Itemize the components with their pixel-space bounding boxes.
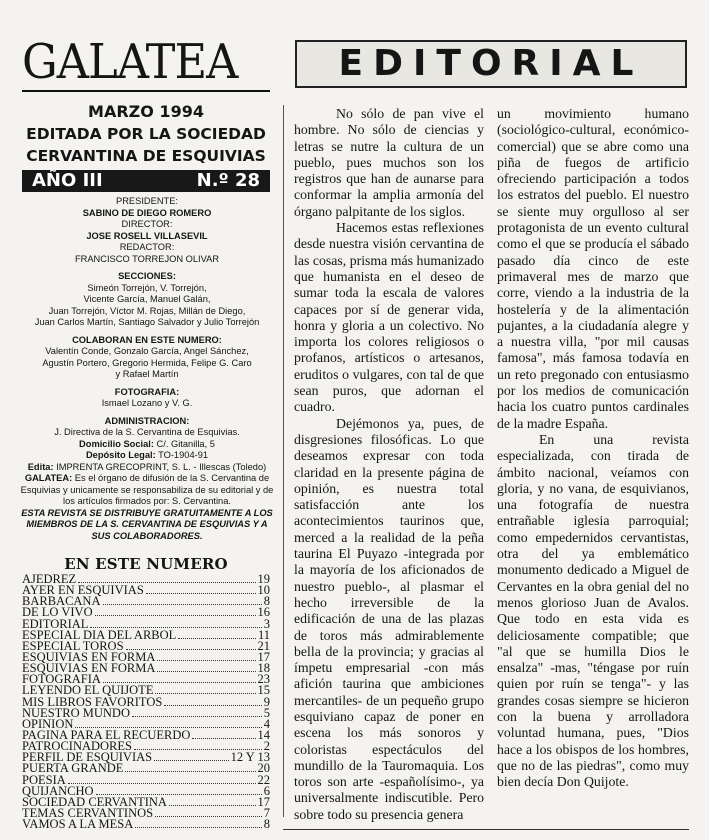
distribution-notice: ESTA REVISTA SE DISTRIBUYE GRATUITAMENTE A LOS MIEMBROS DE LA S. CERVANTINA DE ESQUIVIAS Y A SUS COLABORADORES. [21,507,273,541]
toc-item-page: 8 [263,596,270,608]
colaboran-label: COLABORAN EN ESTE NUMERO: [72,334,222,345]
issue-date: MARZO 1994 [88,102,204,121]
administracion-text: J. Directiva de la S. Cervantina de Esquivias. [54,427,240,437]
toc-item [22,775,270,786]
toc-item [22,619,270,630]
toc-item-title: QUIJANCHO [22,785,94,797]
deposito-label: Depósito Legal: [85,450,156,460]
issue-publisher-line2: CERVANTINA DE ESQUIVIAS [26,147,266,165]
toc-heading: EN ESTE NUMERO [64,555,228,573]
bottom-rule [283,829,689,830]
toc-item [22,752,270,763]
presidente-name: SABINO DE DIEGO ROMERO [82,207,212,218]
toc-item-page: 17 [257,796,270,808]
secciones-line: Juan Torrejón, Víctor M. Rojas, Millán de Diego, [48,305,246,316]
toc-item [22,808,270,819]
toc-item [22,819,270,830]
colaboran-line: Agustín Portero, Gregorio Hermida, Felipe G. Caro [42,357,252,368]
toc-leader [178,638,256,639]
toc-item-title: DE LO VIVO [22,607,93,619]
toc-item [22,730,270,741]
toc-leader [146,593,256,594]
toc-leader [164,705,261,706]
issue-bar [22,170,270,192]
toc-item-page: 16 [257,607,270,619]
toc-item [22,674,270,685]
toc-leader [75,727,261,728]
toc-item [22,630,270,641]
toc-list [22,574,270,830]
toc-item [22,697,270,708]
toc-leader [192,738,255,739]
edita-text: IMPRENTA GRECOPRINT, S. L. - Illescas (Toledo) [56,461,267,472]
toc-item-title: ESPECIAL TOROS [22,640,124,652]
toc-item-page: 12 Y 13 [230,752,270,764]
toc-leader [169,805,256,806]
toc-item-title: FOTOGRAFIA [22,674,101,686]
editorial-column-1 [294,106,484,823]
toc-item-page: 8 [263,819,270,831]
fotografia-name: Ismael Lozano y V. G. [101,398,193,408]
toc-item-title: BARBACANA [22,596,101,608]
toc-item [22,652,270,663]
secciones-line: Juan Carlos Martín, Santiago Salvador y Julio Torrejón [34,317,260,327]
administracion-label: ADMINISTRACION: [104,415,190,426]
toc-item [22,708,270,719]
credits-block [18,196,276,542]
secciones-line: Simeón Torrejón, V. Torrejón, [87,282,207,293]
toc-leader [95,615,256,616]
toc-leader [126,649,256,650]
presidente-label: PRESIDENTE: [116,196,178,206]
domicilio-text: C/. Gitanilla, 5 [156,438,215,449]
toc-item-page: 6 [263,785,270,797]
toc-item [22,763,270,774]
toc-item-title: ESPECIAL DIA DEL ARBOL [22,629,177,641]
toc-item-page: 4 [263,718,270,730]
toc-leader [157,660,255,661]
toc-leader [103,604,262,605]
toc-item-title: PAGINA PARA EL RECUERDO [22,729,191,742]
toc-leader [155,693,255,694]
toc-item [22,641,270,652]
toc-item-title: EDITORIAL [22,618,89,630]
toc-item-title: MIS LIBROS FAVORITOS [22,696,163,708]
colaboran-line: Valentín Conde, Gonzalo García, Angel Sánchez, [45,346,249,356]
toc-item [22,607,270,618]
toc-item-title: LEYENDO EL QUIJOTE [22,685,154,697]
director-name: JOSE ROSELL VILLASEVIL [86,230,208,241]
toc-item-page: 19 [257,574,270,586]
toc-leader [78,582,255,583]
toc-leader [90,627,261,628]
toc-leader [155,816,262,817]
secciones-line: Vicente García, Manuel Galán, [83,294,211,304]
domicilio-label: Domicilio Social: [79,438,154,449]
toc-item-page: 5 [263,707,270,719]
toc-item-title: TEMAS CERVANTINOS [22,807,154,820]
toc-leader [135,827,261,828]
issue-year: AÑO III [32,170,103,191]
toc-item [22,786,270,797]
galatea-label: GALATEA: [24,473,73,483]
toc-item-title: POESIA [22,774,66,786]
toc-item-page: 21 [257,640,270,652]
toc-leader [68,783,256,784]
toc-item-page: 10 [257,585,270,597]
fotografia-label: FOTOGRAFIA: [114,386,180,397]
toc-item [22,585,270,596]
editorial-paragraph: Dejémonos ya, pues, de disgresiones filosóficas. Lo que deseamos expresar con toda claridad en la presente página de opinión, es nuestra total satisfacción ante los acontecimientos taurinos que, merced a la realidad de la peña taurina El Puyazo -integrada por la mayoría de los aficionados de nuestro pueblo-, al plasmar el hecho irreversible de la edificación de una de las plazas de toros más admirablemente bella de la provincia; y gracias al ímpetu empresarial -con más afición taurina que ambiciones mercantiles- de un pequeño grupo esquiviano capaz de poner en escena los más sonoros y coloristas espectáculos del mundillo de la Tauromaquia. Los toros son arte -españolísimo-, ya universalmente indiscutible. Pero sobre todo su presencia genera [294,415,484,822]
toc-item [22,685,270,696]
toc-leader [125,771,255,772]
toc-item-page: 2 [263,741,270,753]
director-label: DIRECTOR: [121,219,173,229]
editorial-paragraph: Hacemos estas reflexiones desde nuestra visión cervantina de las cosas, prisma más humanizado que humanista en el deseo de sumar toda la escala de valores capaces por sí de generar vida, honra y gloria a un colectivo. No importa los colores religiosos o profanos, artísticos o artesanos, eruditos o vulgares, con tal de que sean puros, que adornan el cuadro. [294,220,484,415]
toc-item-page: 23 [257,674,270,686]
toc-item-page: 18 [257,663,270,675]
toc-item [22,741,270,752]
toc-item [22,574,270,585]
toc-leader [96,794,262,795]
colaboran-line: y Rafael Martín [115,369,179,379]
toc-item [22,719,270,730]
toc-item-page: 7 [263,807,270,820]
editorial-paragraph: No sólo de pan vive el hombre. No sólo de ciencias y letras se nutre la cultura de un pueblo, pues muchos son los registros que han de aunarse para conformar la amplia armonía del órgano palpitante de los siglos. [294,106,484,219]
toc-item-page: 17 [257,651,270,664]
toc-item-title: AYER EN ESQUIVIAS [22,585,144,597]
issue-number: N.º 28 [196,170,260,191]
toc-leader [103,682,256,683]
toc-item-page: 3 [263,618,270,630]
toc-item-title: OPINION [22,718,74,730]
toc-item-title: VAMOS A LA MESA [22,819,134,831]
toc-item-page: 20 [257,763,270,775]
edita-label: Edita: [27,461,54,472]
toc-item-page: 11 [257,629,270,641]
toc-item [22,596,270,607]
deposito-text: TO-1904-91 [158,450,209,460]
toc-item-page: 15 [257,685,270,697]
editorial-title: EDITORIAL [338,43,644,84]
editorial-paragraph: un movimiento humano (sociológico-cultural, económico-comercial) que se abre como una piña de fuegos de artificio ofreciendo participación a todos los estratos del pueblo. El nuestro se siente muy orgulloso al ser protagonista de un evento cultural como el que se producía el sábado pasado día cinco de este primaveral mes de marzo que corre, viendo a la industria de la hostelería y de la alimentación pujantes, a la ciudadanía alegre y a nuestra villa, "por mil causas famosa", más famosa todavía en un reto pregonado con entusiasmo por los medios de comunicación hacia los cuatro puntos cardinales de la madre España. [497,106,689,431]
masthead-rule [22,90,270,92]
toc-item-title: PERFIL DE ESQUIVIAS [22,752,153,764]
toc-item-page: 9 [263,696,270,708]
toc-leader [132,716,262,717]
redactor-label: REDACTOR: [119,242,175,252]
toc-item-title: NUESTRO MUNDO [22,707,130,719]
toc-leader [154,760,229,761]
masthead-title: GALATEA [22,34,238,90]
galatea-text: Es el órgano de difusión de la S. Cervantina de Esquivias y unicamente se responsabiliza de su editorial y de los artículos firmados por: S. Cervantina. [20,473,274,506]
toc-leader [134,749,262,750]
toc-leader [157,671,255,672]
toc-item-title: SOCIEDAD CERVANTINA [22,796,167,808]
toc-item [22,797,270,808]
toc-item-title: AJEDREZ [22,574,77,586]
toc-item-page: 14 [257,729,270,742]
toc-item-title: ESQUIVIAS EN FORMA [22,651,156,664]
secciones-label: SECCIONES: [118,271,176,281]
toc-item-title: PATROCINADORES [22,741,132,753]
toc-item-page: 22 [257,774,270,786]
editorial-paragraph: En una revista especializada, con tirada de ámbito nacional, veíamos con gloria, y no vana, de esquivianos, una fotografía de nuestra entrañable iglesia parroquial; como empedernidos cervantistas, otra del ya emblemático monumento dedicado a Miguel de Cervantes en la obra genial del no menos glorioso Juan de Avalos. Que todo en esta vida es deliciosamente compatible; que "al que se humilla Dios le ensalza" -mas, "téngase por ruín quien por ruín se tenga"- y las grandes cosas siempre se hicieron con la buena y arrolladora voluntad humana, pues, "Dios hace a los obispos de los hombres, que no de las piedras", como muy bien decía Don Quijote. [497,431,689,790]
redactor-name: FRANCISCO TORREJON OLIVAR [74,253,220,264]
toc-item-title: PUERTA GRANDE [22,763,124,775]
toc-item [22,663,270,674]
editorial-column-2 [497,106,689,790]
column-divider [283,105,284,817]
editorial-banner [295,40,687,88]
issue-publisher-line1: EDITADA POR LA SOCIEDAD [26,125,266,143]
toc-item-title: ESQUIVIAS EN FORMA [22,663,156,675]
